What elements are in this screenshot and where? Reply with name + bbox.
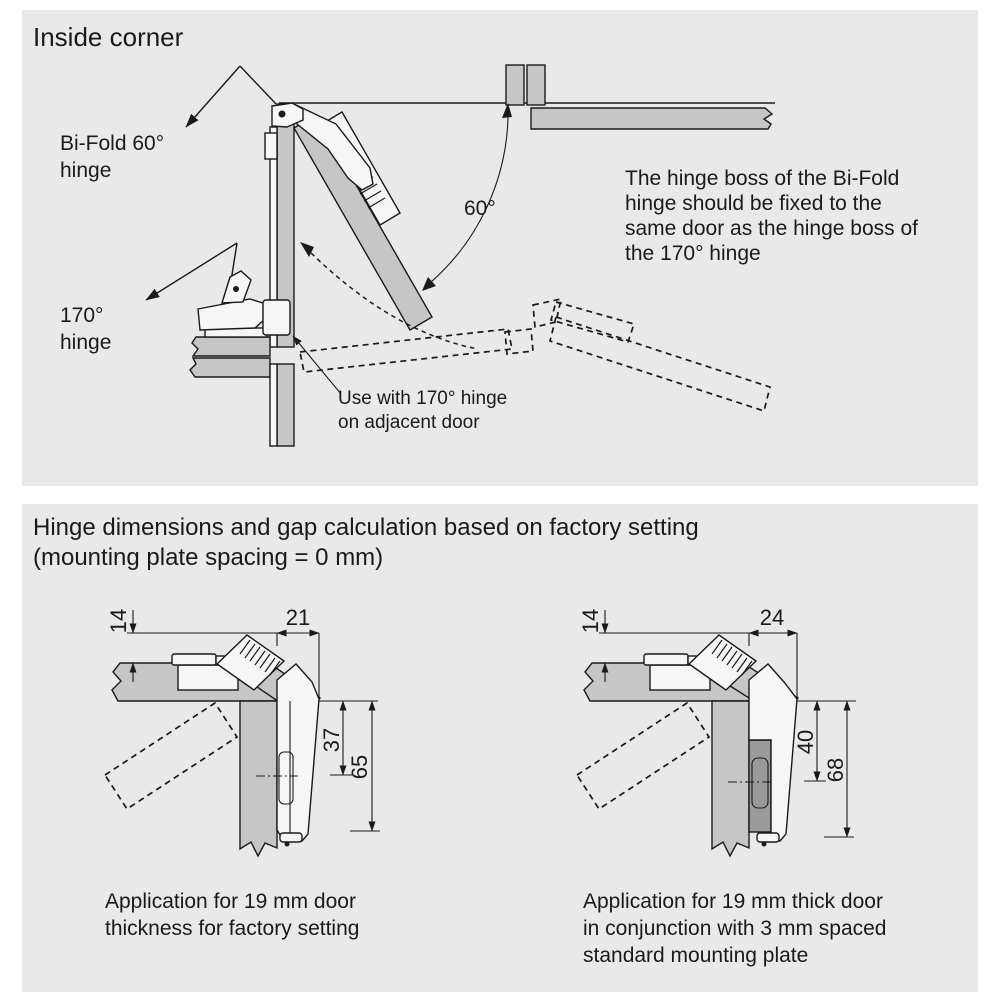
wall-section-right [527,65,545,105]
closed-door-bar [531,108,772,129]
right-caption-line2: in conjunction with 3 mm spaced [583,917,887,940]
dim-24-label: 24 [759,605,785,630]
right-caption-line3: standard mounting plate [583,944,809,967]
bifold-label-line1: Bi-Fold 60° [60,132,165,155]
right-caption-line1: Application for 19 mm thick door [583,890,883,913]
note-line1: The hinge boss of the Bi-Fold [625,167,900,190]
hinge170-cup [263,300,290,335]
cup-flange [644,654,688,665]
callout-line2: on adjacent door [338,412,480,433]
vertical-board [240,701,277,856]
left-caption-line2: thickness for factory setting [105,917,360,940]
callout-line1: Use with 170° hinge [338,388,508,409]
screw-dot [762,842,767,847]
screw-dot [285,842,290,847]
dim-40-label: 40 [793,729,818,755]
wall-section-left [506,65,524,105]
top-panel-background [22,10,978,486]
note-line4: the 170° hinge [625,242,761,265]
bottom-panel-title-line1: Hinge dimensions and gap calculation based on factory setting [33,514,699,541]
cup-flange [172,654,216,665]
note-line2: hinge should be fixed to the [625,192,882,215]
hinge170-pivot-dot [233,286,239,292]
lower-door-front-edge [270,364,277,446]
bifold-label-line2: hinge [60,159,112,182]
bifold-pivot-dot [279,111,286,118]
dim-14-label: 14 [578,608,603,634]
arm-foot [757,833,779,842]
bottom-panel-title-line2: (mounting plate spacing = 0 mm) [33,544,384,571]
vertical-board [712,701,749,856]
top-panel-title: Inside corner [33,22,184,52]
dim-68-label: 68 [823,757,848,783]
dim-37-label: 37 [319,727,344,753]
hinge170-label-line2: hinge [60,331,112,354]
left-caption-line1: Application for 19 mm door [105,890,356,913]
note-line3: same door as the hinge boss of [625,217,919,240]
dim-21-label: 21 [285,605,311,630]
dim-14-label: 14 [106,608,131,634]
upper-cup-tab [265,133,277,159]
adjacent-board-strip2 [190,358,270,377]
dim-65-label: 65 [347,754,372,780]
hinge170-label-line1: 170° [60,304,104,327]
adjacent-board-strip1 [192,337,270,356]
arm-foot [280,833,302,842]
angle-60-label: 60° [464,197,496,220]
lower-door-board [277,364,294,446]
